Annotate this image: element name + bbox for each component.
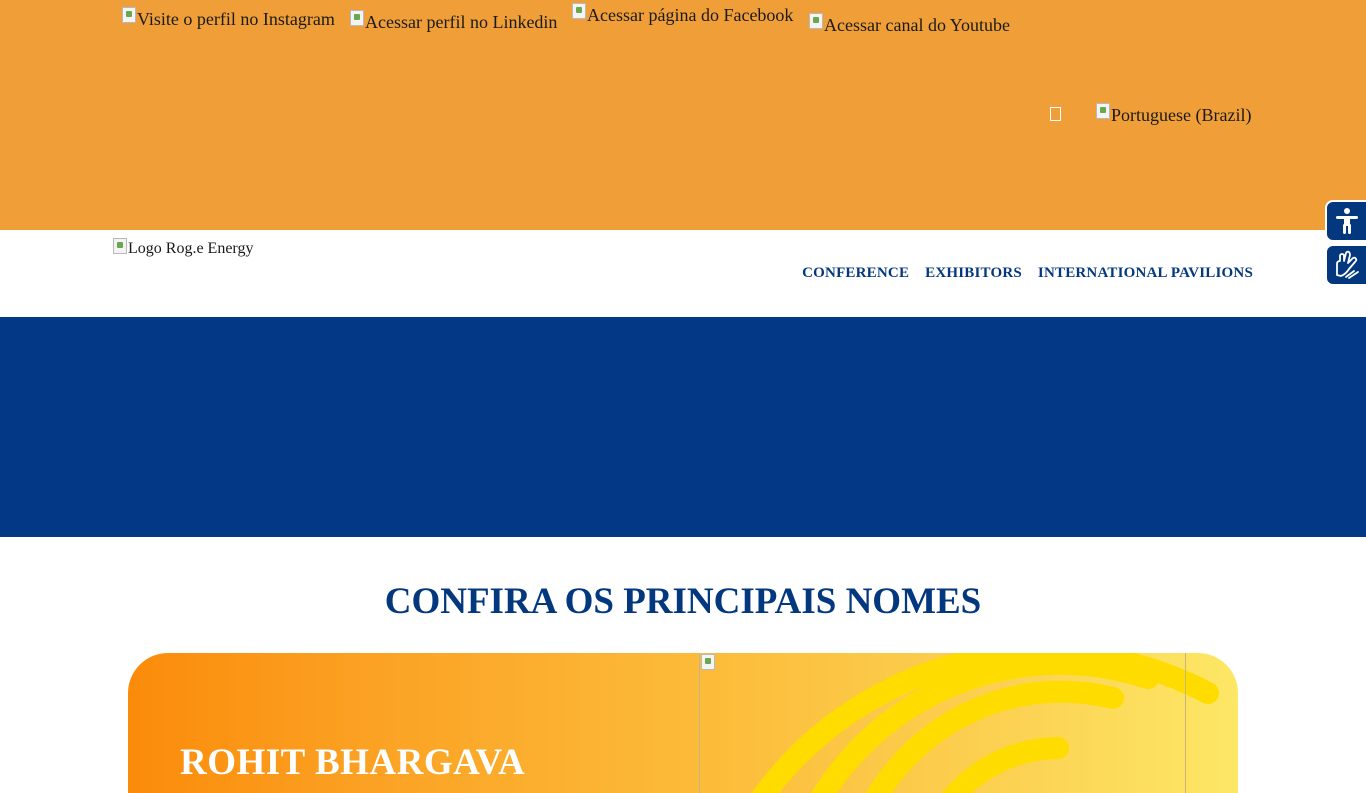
nav-item-international-pavilions[interactable]: INTERNATIONAL PAVILIONS [1037, 265, 1253, 281]
linkedin-link[interactable] [350, 12, 557, 32]
youtube-link[interactable] [809, 15, 1010, 35]
accessibility-button[interactable] [1325, 200, 1366, 242]
accessibility-person-icon [1334, 207, 1360, 235]
facebook-icon [572, 3, 586, 19]
top-bar [0, 0, 1366, 230]
instagram-link[interactable] [122, 9, 335, 29]
facebook-alt-text: Acessar página do Facebook [587, 5, 794, 25]
language-label: Portuguese (Brazil) [1111, 105, 1252, 125]
site-logo[interactable] [113, 240, 253, 258]
language-dropdown-icon[interactable] [1050, 107, 1061, 121]
brazil-flag-icon [1096, 103, 1110, 119]
speaker-card [128, 653, 1238, 793]
speaker-photo-icon [701, 654, 715, 670]
site-header [0, 230, 1366, 317]
main-nav [802, 265, 1253, 282]
logo-alt-text: Logo Rog.e Energy [128, 240, 254, 257]
hero-banner [0, 317, 1366, 537]
youtube-alt-text: Acessar canal do Youtube [824, 15, 1010, 35]
linkedin-alt-text: Acessar perfil no Linkedin [365, 12, 558, 32]
logo-icon [113, 238, 127, 254]
nav-item-exhibitors[interactable]: EXHIBITORS [925, 265, 1022, 281]
language-selector[interactable] [1096, 105, 1251, 125]
speaker-photo [699, 653, 1186, 793]
instagram-alt-text: Visite o perfil no Instagram [137, 9, 335, 29]
youtube-icon [809, 13, 823, 29]
sign-language-hands-icon [1332, 250, 1362, 280]
section-title: CONFIRA OS PRINCIPAIS NOMES [384, 581, 982, 622]
sign-language-button[interactable] [1325, 244, 1366, 286]
linkedin-icon [350, 10, 364, 26]
instagram-icon [122, 7, 136, 23]
speaker-name: ROHIT BHARGAVA [180, 742, 526, 783]
nav-item-conference[interactable]: CONFERENCE [802, 265, 910, 281]
facebook-link[interactable] [572, 5, 793, 25]
